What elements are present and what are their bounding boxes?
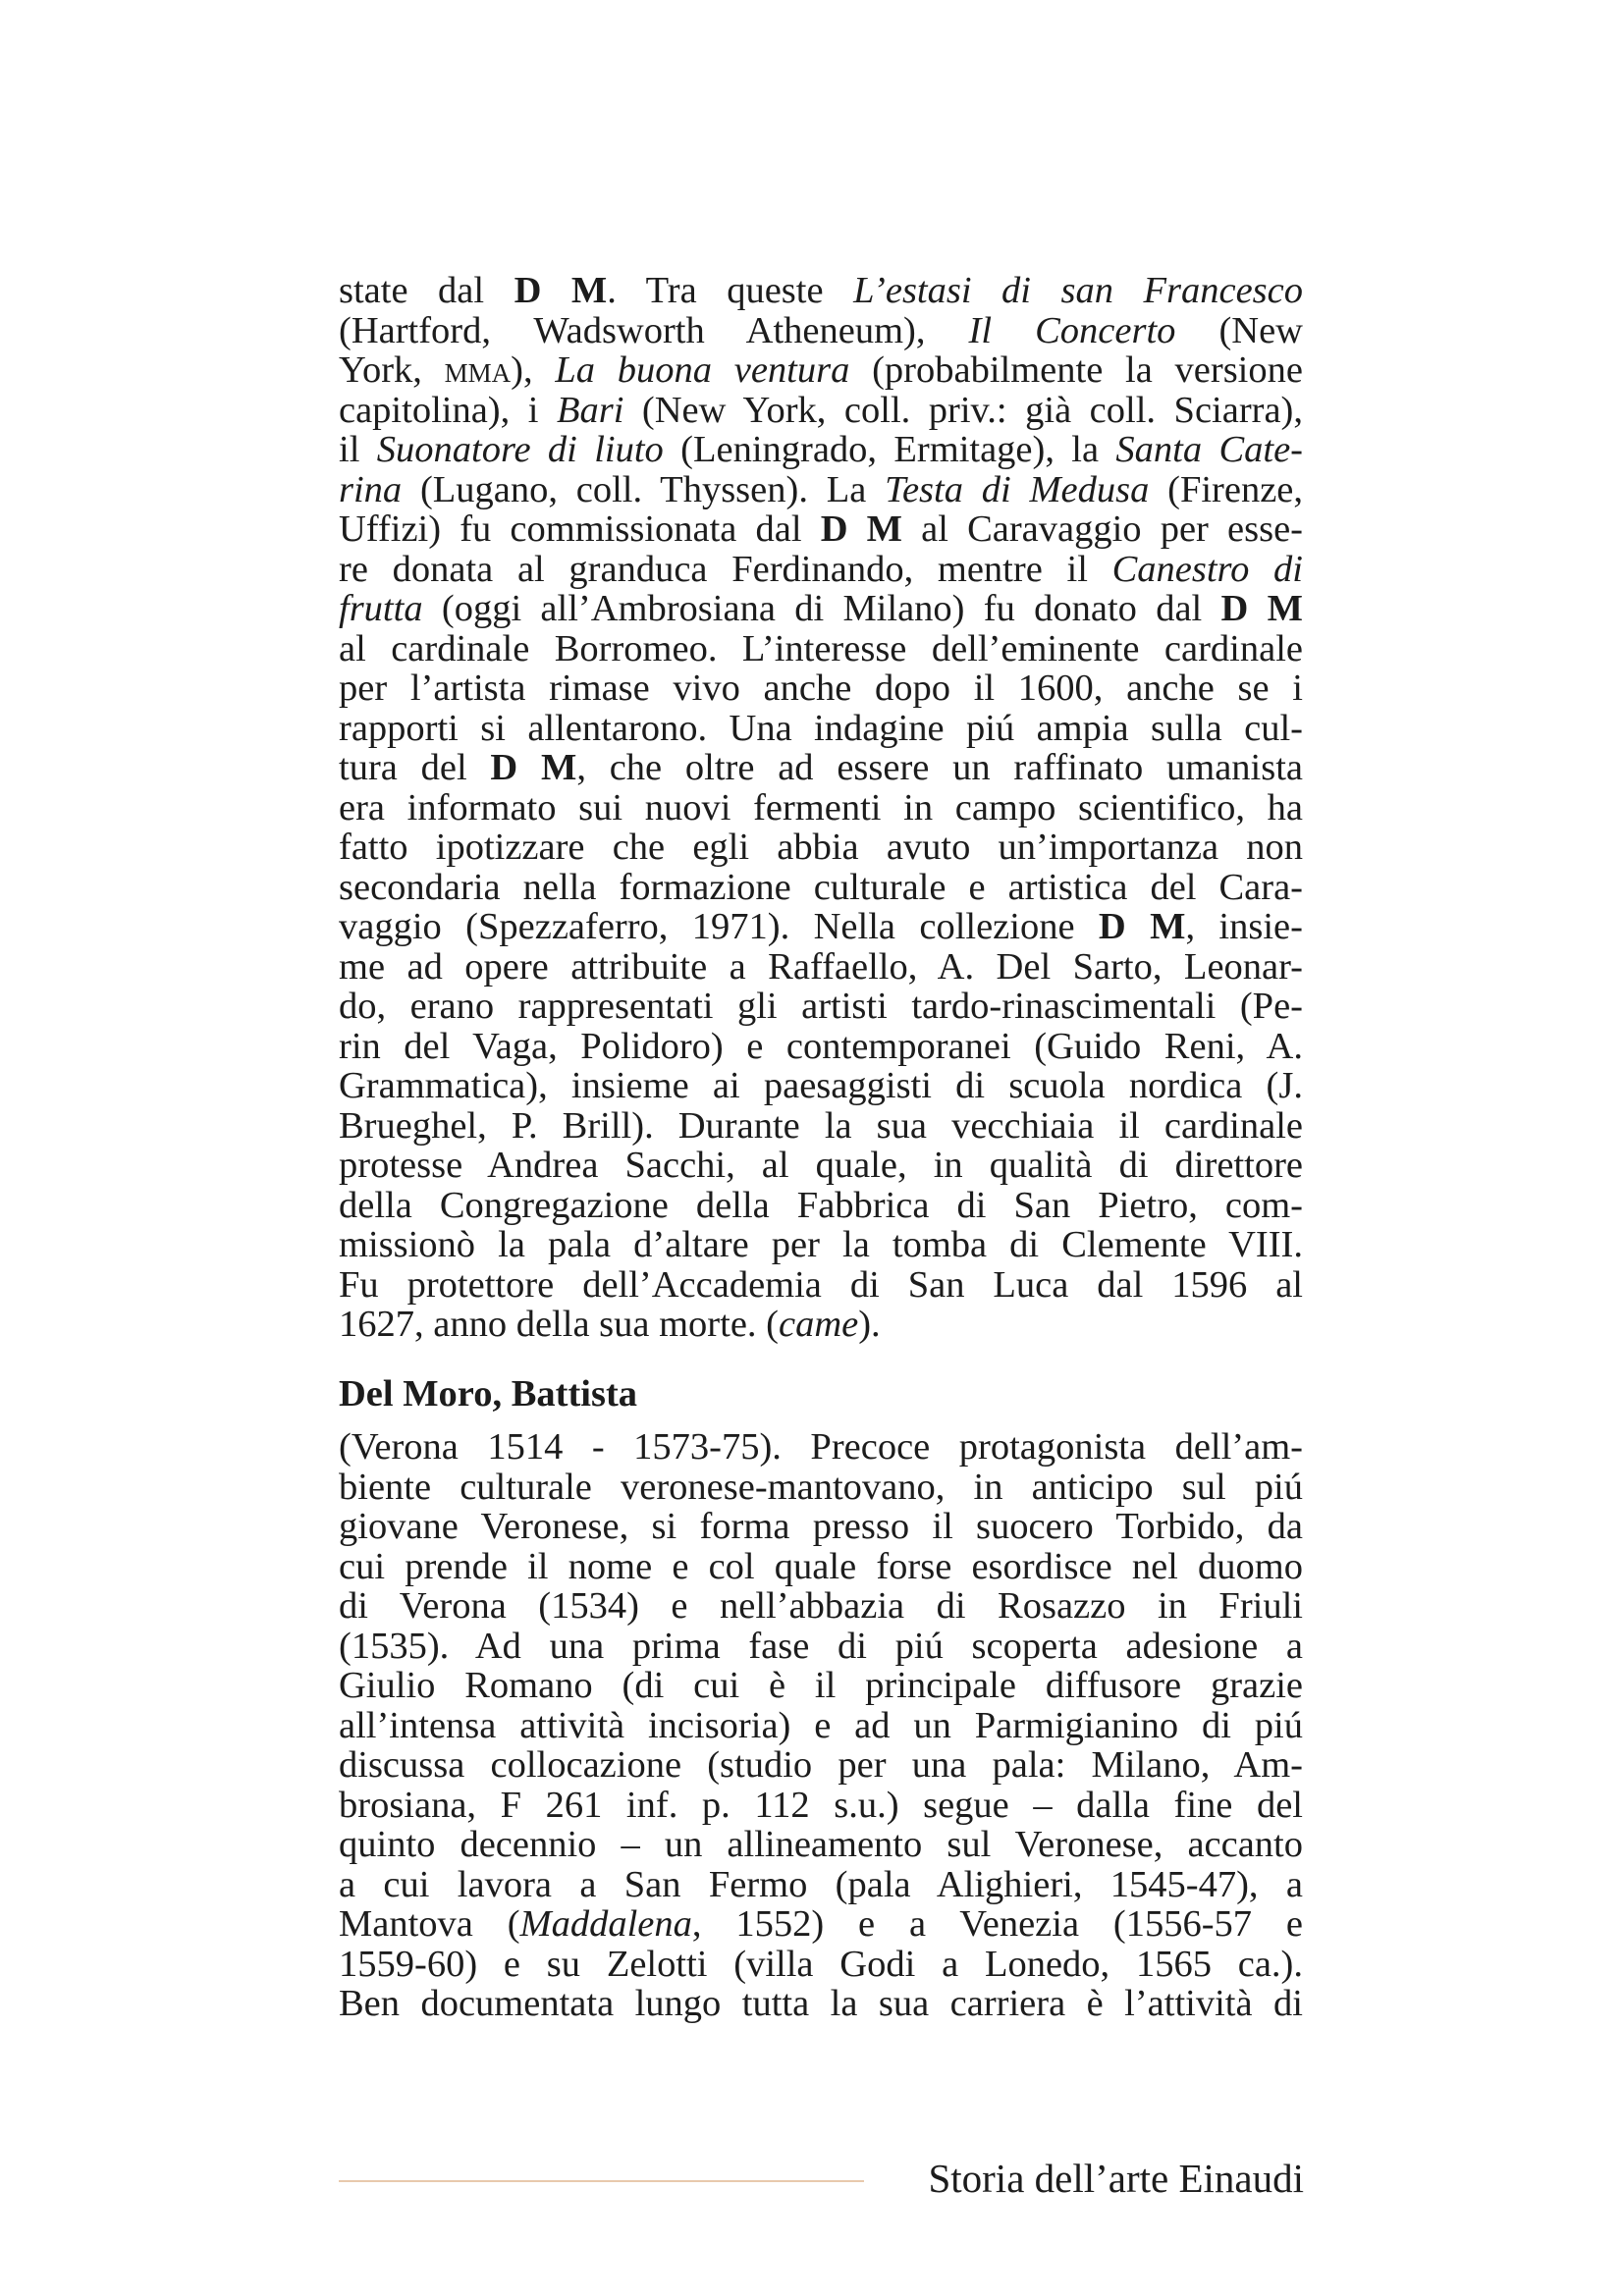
footer-rule [339,2180,864,2182]
text-run: (Lugano, coll. Thyssen). La [402,468,886,510]
text-run: 1627, anno della sua morte. ( [339,1304,779,1345]
text-line: 1559-60) e su Zelotti (villa Godi a Lonedo, 1565 ca.). [339,1943,1303,1985]
text-line: a cui lavora a San Fermo (pala Alighieri, 1545-47), a [339,1863,1303,1905]
text-line: era informato sui nuovi fermenti in campo scientifico, ha [339,786,1303,828]
text-line: Giulio Romano (di cui è il principale diffusore grazie [339,1665,1303,1706]
subject-abbrev: D M [514,270,608,311]
text-run: York, [339,349,445,391]
text-line: al cardinale Borromeo. L’interesse dell’eminente cardinale [339,627,1303,669]
text-line [339,550,1303,590]
text-run: (probabilmente la versione [849,349,1303,391]
text-run: al Caravaggio per esse- [902,508,1303,550]
text-run: il [339,429,377,470]
artwork-title: Il Concerto [968,309,1176,351]
text-run: (oggi all’Ambrosiana di Milano) fu donato dal [422,588,1221,629]
entry-del-moro-battista [339,1427,1303,2024]
text-line: all’intensa attività incisoria) e ad un Parmigianino di piú [339,1704,1303,1746]
text-line: discussa collocazione (studio per una pala: Milano, Am- [339,1744,1303,1786]
text-line: rapporti si allentarono. Una indagine piú ampia sulla cul- [339,707,1303,749]
text-line [339,271,1303,311]
text-run: ). [858,1304,881,1345]
text-line: fatto ipotizzare che egli abbia avuto un’importanza non [339,827,1303,868]
text-line: Grammatica), insieme ai paesaggisti di scuola nordica (J. [339,1065,1303,1106]
text-line [339,1305,1303,1345]
text-line [339,509,1303,550]
text-run: Mantova ( [339,1903,520,1945]
text-line [339,907,1303,947]
subject-abbrev: D M [1220,588,1303,629]
text-run: ), [511,349,556,391]
museum-abbrev: mma [444,349,512,391]
artwork-title: Santa Cate- [1115,429,1303,470]
text-line: do, erano rappresentati gli artisti tardo-rinascimentali (Pe- [339,986,1303,1027]
main-text-column [339,271,1303,2024]
artwork-title: rina [339,468,403,510]
text-line: (1535). Ad una prima fase di piú scoperta adesione a [339,1625,1303,1667]
artwork-title: Testa di Medusa [885,468,1150,510]
text-line [339,350,1303,391]
text-run: state dal [339,270,514,311]
subject-abbrev: D M [820,508,903,550]
text-line: brosiana, F 261 inf. p. 112 s.u.) segue – dalla fine del [339,1784,1303,1826]
text-line [339,311,1303,351]
artwork-title: frutta [339,588,423,629]
text-run: (New York, coll. priv.: già coll. Sciarra), [623,389,1303,431]
text-run: , che oltre ad essere un raffinato umanista [576,747,1303,788]
text-line [339,1904,1303,1945]
text-line: giovane Veronese, si forma presso il suocero Torbido, da [339,1506,1303,1547]
text-line: protesse Andrea Sacchi, al quale, in qualità di direttore [339,1145,1303,1186]
text-line [339,430,1303,470]
text-line: Ben documentata lungo tutta la sua carriera è l’attività di [339,1983,1303,2024]
footer-book-title: Storia dell’arte Einaudi [928,2156,1304,2201]
text-line: (Verona 1514 - 1573-75). Precoce protagonista dell’am- [339,1426,1303,1468]
text-run: (Firenze, [1149,468,1304,510]
text-line: rin del Vaga, Polidoro) e contemporanei (Guido Reni, A. [339,1025,1303,1067]
entry-del-monte-continuation [339,271,1303,1345]
artwork-title: Maddalena [519,1903,692,1945]
text-run: . Tra queste [607,270,854,311]
text-line [339,589,1303,629]
text-line: Brueghel, P. Brill). Durante la sua vecchiaia il cardinale [339,1104,1303,1147]
text-run: re donata al granduca Ferdinando, mentre il [339,548,1112,590]
text-run: , insie- [1185,906,1303,947]
text-line: di Verona (1534) e nell’abbazia di Rosazzo in Friuli [339,1585,1303,1627]
text-line: me ad opere attribuite a Raffaello, A. Del Sarto, Leonar- [339,945,1303,988]
text-line: quinto decennio – un allineamento sul Veronese, accanto [339,1824,1303,1865]
artwork-title: L’estasi di san Francesco [853,270,1303,311]
text-line: missionò la pala d’altare per la tomba di Clemente VIII. [339,1224,1303,1265]
artwork-title: Bari [556,389,624,431]
text-line [339,470,1303,510]
artwork-title: La buona ventura [555,349,850,391]
text-run: capitolina), i [339,389,557,431]
text-run: tura del [339,747,491,788]
text-line [339,391,1303,431]
text-line: cui prende il nome e col quale forse esordisce nel duomo [339,1545,1303,1587]
text-line: biente culturale veronese-mantovano, in anticipo sul piú [339,1466,1303,1508]
text-line: della Congregazione della Fabbrica di San Pietro, com- [339,1184,1303,1226]
subject-abbrev: D M [1098,906,1186,947]
text-run: (Hartford, Wadsworth Atheneum), [339,309,969,351]
text-run: vaggio (Spezzaferro, 1971). Nella collezione [339,906,1099,947]
text-run: Uffizi) fu commissionata dal [339,508,821,550]
author-initials: came [778,1304,859,1345]
artwork-title: Canestro di [1111,548,1303,590]
subject-abbrev: D M [490,747,577,788]
text-line [339,748,1303,788]
text-run: , 1552) e a Venezia (1556-57 e [691,1903,1303,1945]
artwork-title: Suonatore di liuto [376,429,664,470]
text-line: per l’artista rimase vivo anche dopo il 1600, anche se i [339,667,1303,709]
text-line: secondaria nella formazione culturale e artistica del Cara- [339,866,1303,908]
text-run: (New [1175,309,1303,351]
text-run: (Leningrado, Ermitage), la [663,429,1116,470]
entry-heading: Del Moro, Battista [339,1372,638,1415]
text-line: Fu protettore dell’Accademia di San Luca dal 1596 al [339,1263,1303,1306]
